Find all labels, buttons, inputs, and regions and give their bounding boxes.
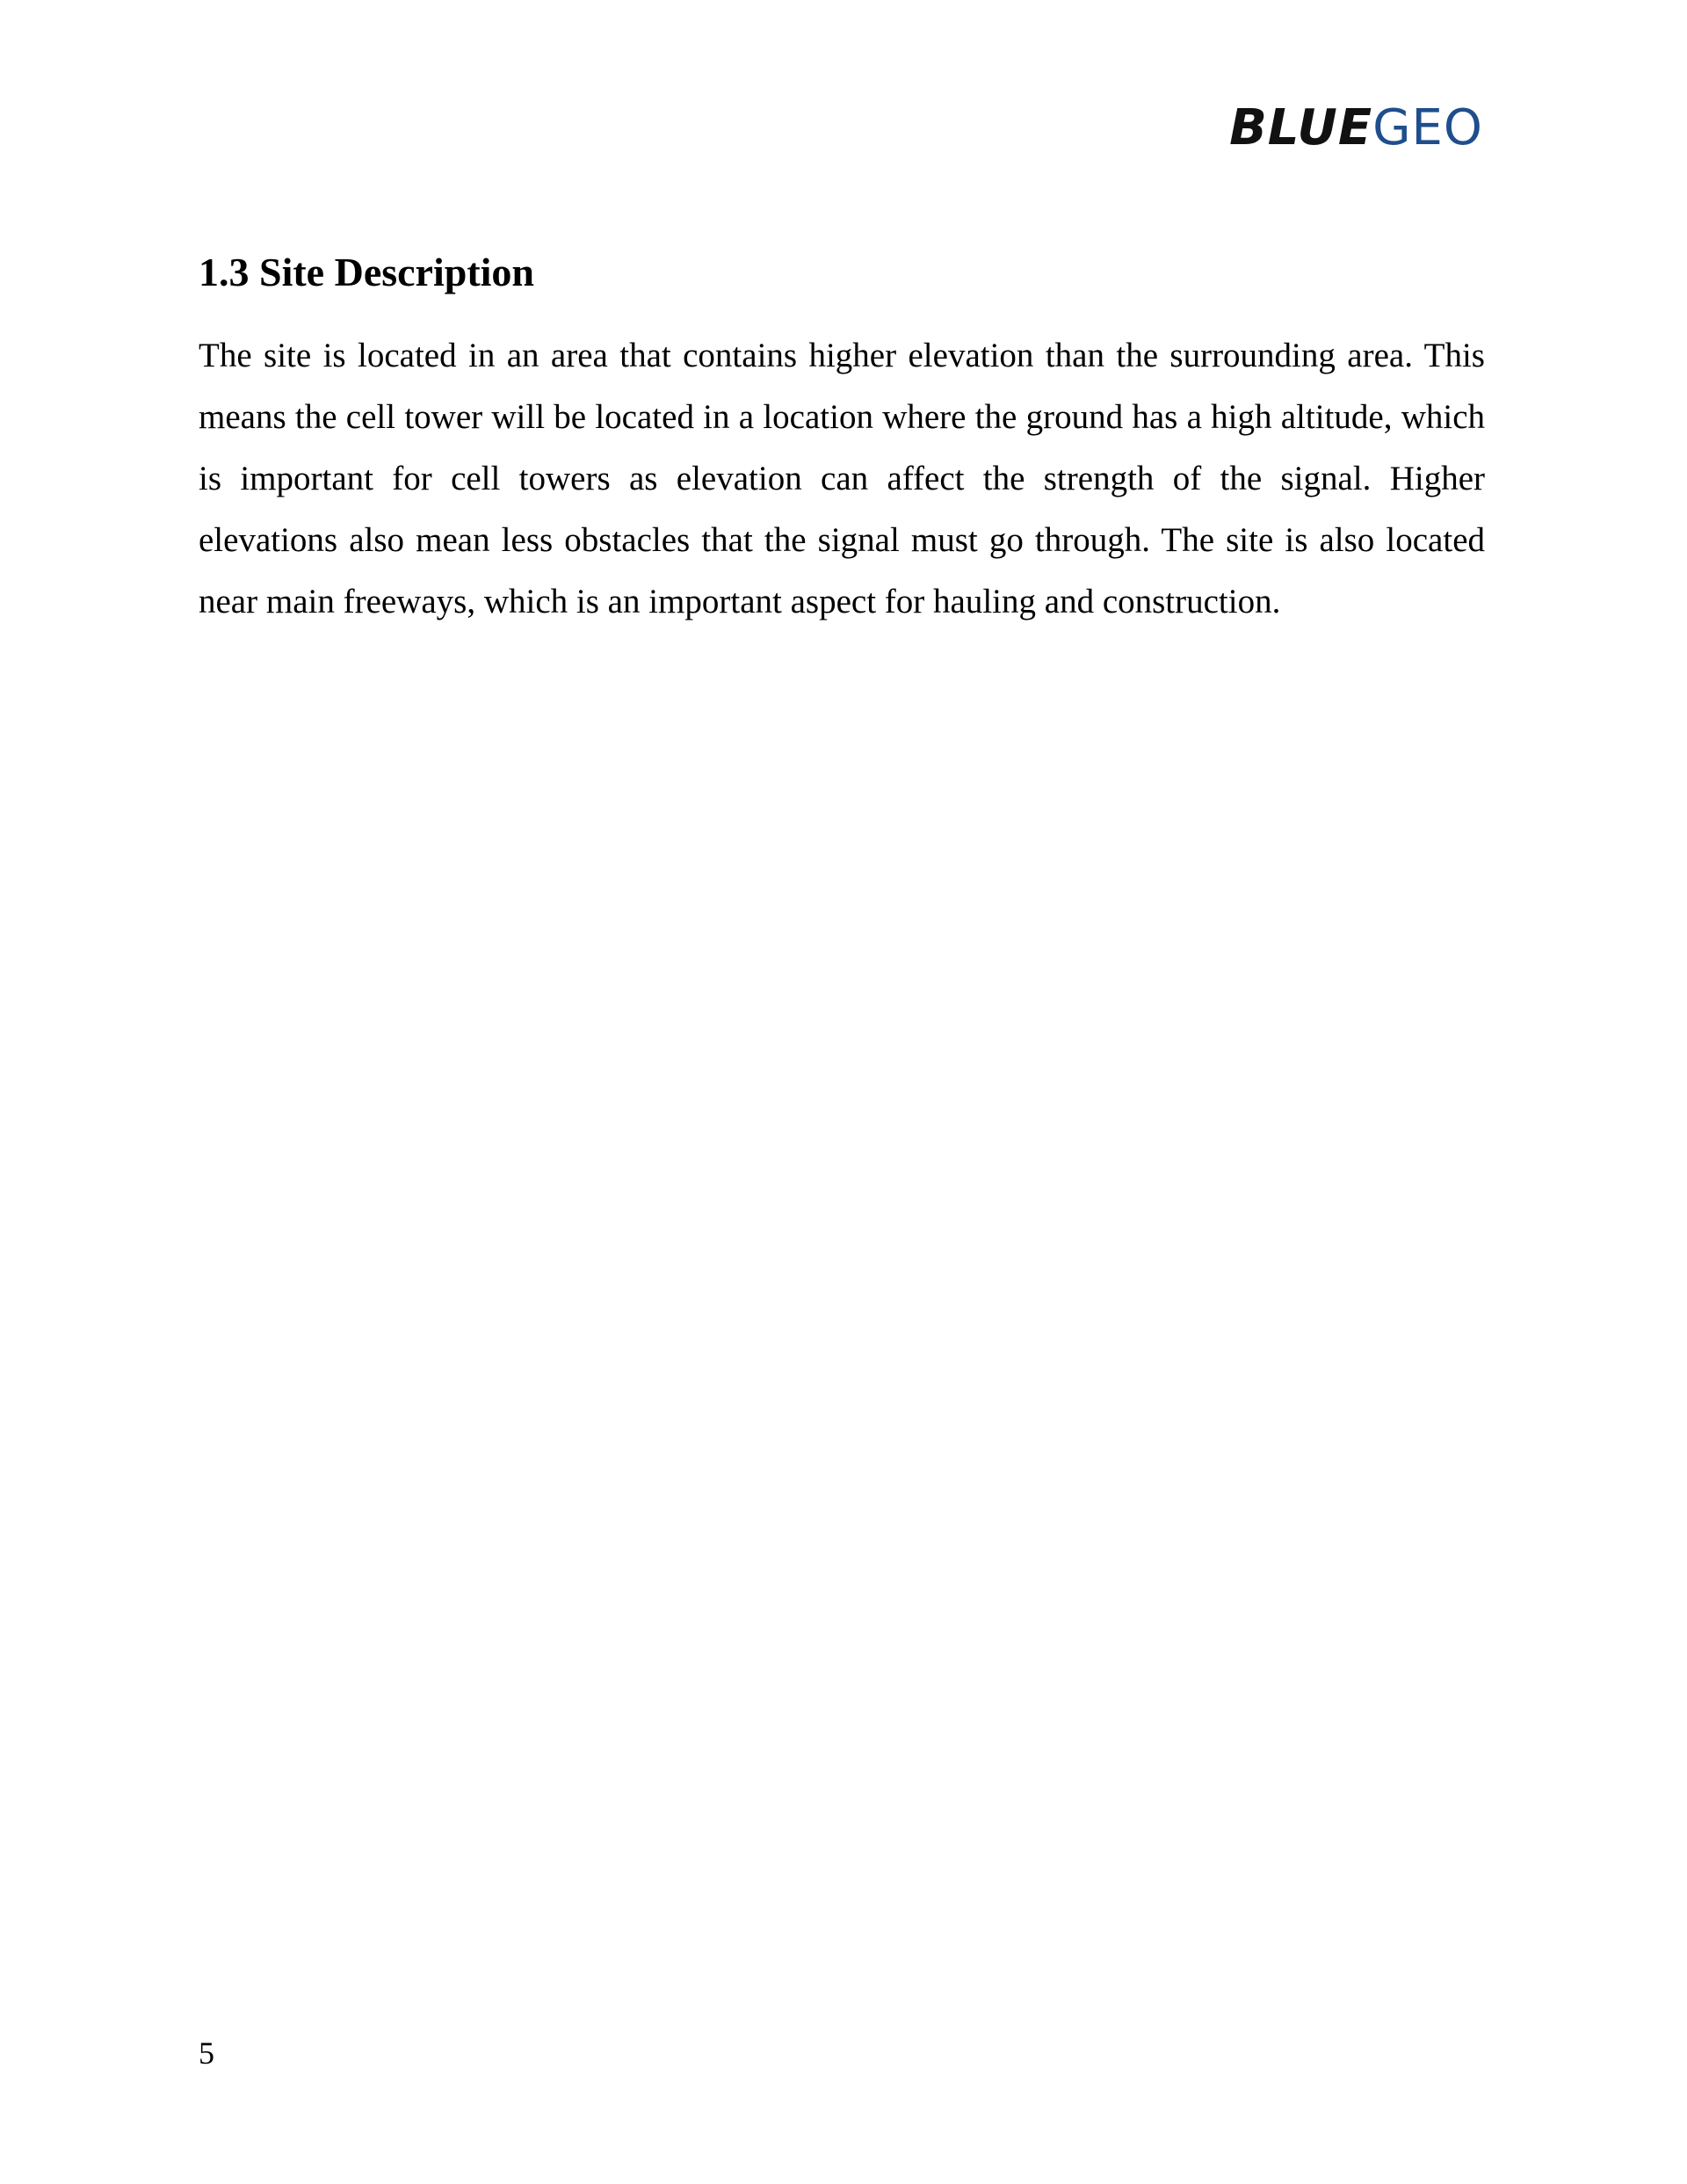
logo-word-blue: BLUE xyxy=(1229,99,1373,156)
main-content xyxy=(199,246,1485,633)
site-description-paragraph: The site is located in an area that contains higher elevation than the surrounding area. This means the cell tower will be located in a location where the ground has a high altitude, which is important for cell towers as elevation can affect the strength of the signal. Higher elevations also mean less obstacles that the signal must go through. The site is also located near main freeways, which is an important aspect for hauling and construction. xyxy=(199,336,1485,620)
page-number: 5 xyxy=(199,2035,214,2071)
section-heading: 1.3 Site Description xyxy=(199,250,535,294)
bluegeo-logo xyxy=(1229,99,1483,156)
logo-word-geo: GEO xyxy=(1372,99,1483,156)
